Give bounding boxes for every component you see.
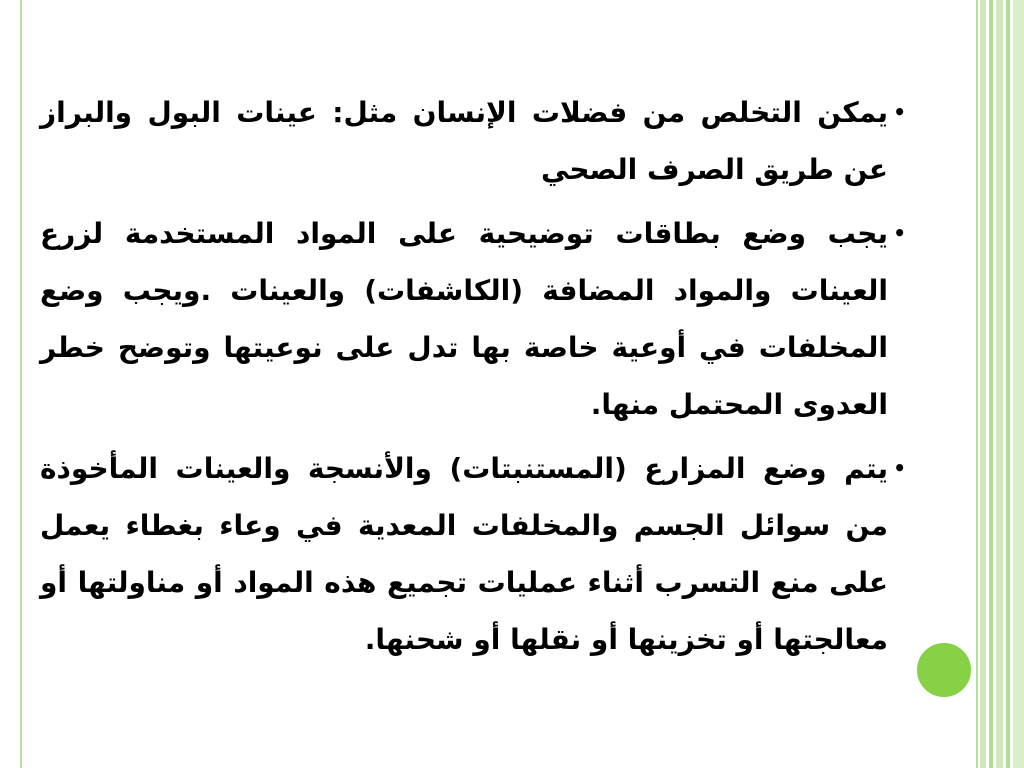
bullet-text: يتم وضع المزارع (المستنبتات) والأنسجة والعينات المأخوذة من سوائل الجسم والمخلفات المعدية في وعاء بغطاء يعمل على منع التسرب أثناء عمليات تجميع هذه المواد أو مناولتها أو معالجتها أو تخزينها أو نقلها أو شحنها. bbox=[40, 452, 888, 656]
decorative-stripe bbox=[980, 0, 986, 768]
bullet-item bbox=[40, 84, 908, 198]
bullet-item bbox=[40, 205, 908, 433]
bullet-item bbox=[40, 440, 908, 668]
slide-body bbox=[40, 84, 908, 675]
decorative-stripe bbox=[1013, 0, 1024, 768]
bullet-dot-icon: • bbox=[893, 221, 906, 245]
decorative-stripe bbox=[989, 0, 993, 768]
decorative-stripe bbox=[996, 0, 1003, 768]
accent-circle-icon bbox=[914, 640, 974, 700]
bullet-dot-icon: • bbox=[893, 456, 906, 480]
bullet-dot-icon: • bbox=[893, 100, 906, 124]
bullet-text: يمكن التخلص من فضلات الإنسان مثل: عينات البول والبراز عن طريق الصرف الصحي bbox=[40, 96, 888, 186]
decorative-stripe bbox=[1006, 0, 1010, 768]
bullet-text: يجب وضع بطاقات توضيحية على المواد المستخدمة لزرع العينات والمواد المضافة (الكاشفات) والعينات .ويجب وضع المخلفات في أوعية خاصة بها تدل على نوعيتها وتوضح خطر العدوى المحتمل منها. bbox=[40, 217, 888, 421]
